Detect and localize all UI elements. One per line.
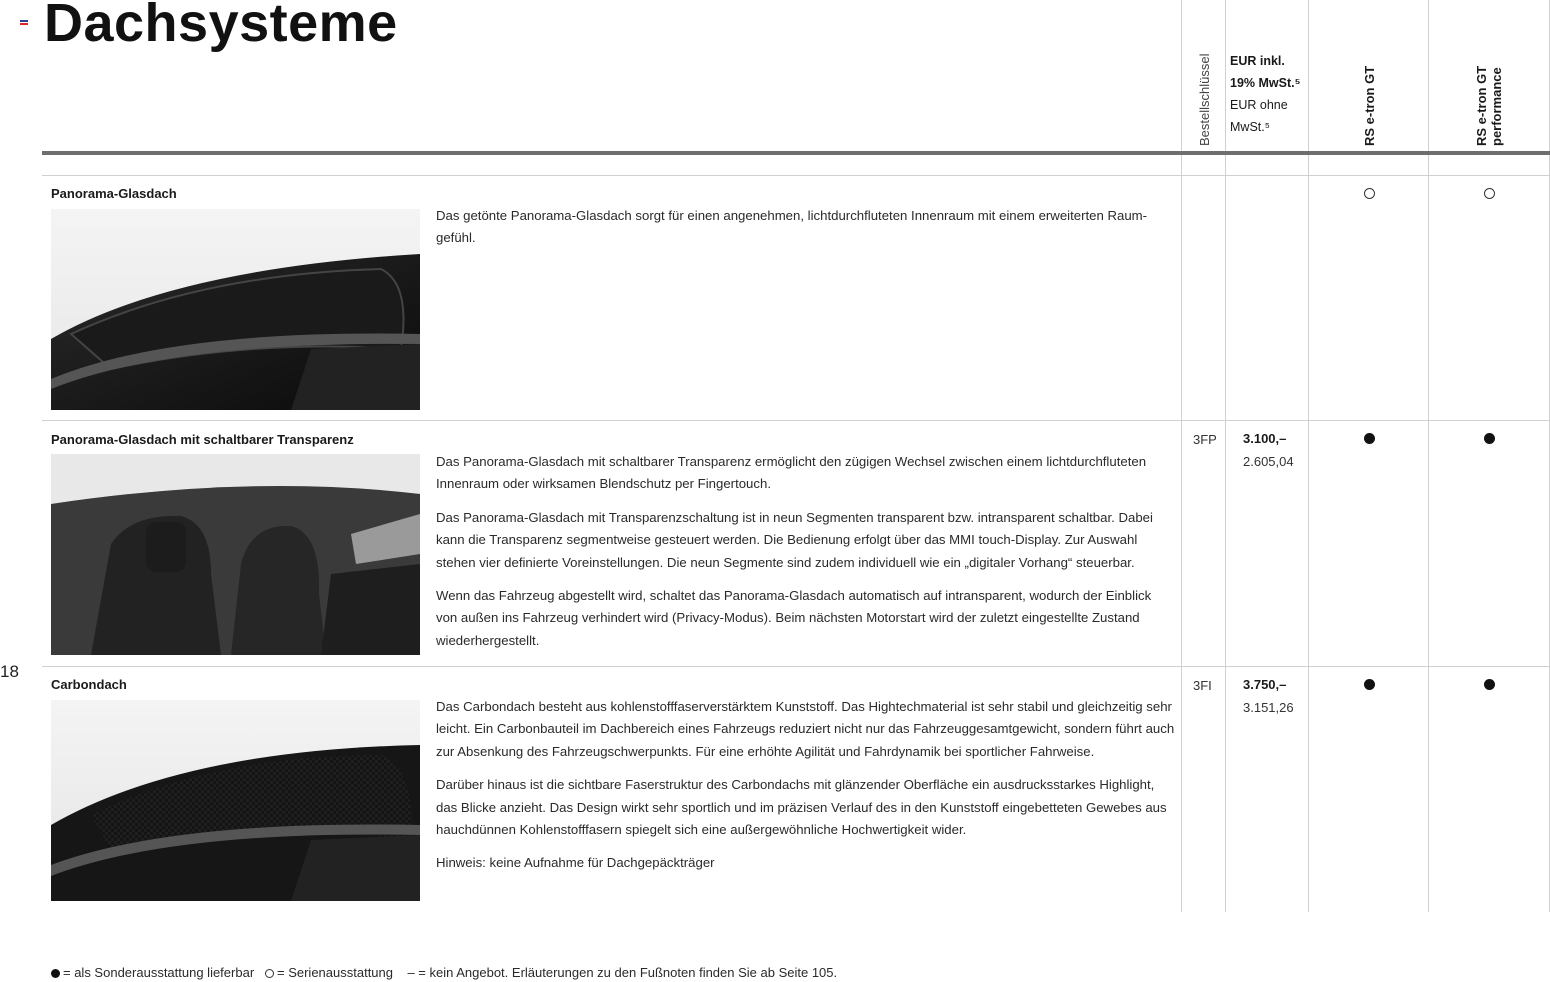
order-code: 3FP [1193, 432, 1217, 447]
page-title: Dachsysteme [44, 0, 398, 53]
optional-icon [1364, 679, 1375, 690]
column-divider [1428, 0, 1429, 912]
optional-icon [1484, 433, 1495, 444]
order-code: 3FI [1193, 678, 1212, 693]
row-title: Panorama-Glasdach mit schaltbarer Transparenz [51, 432, 354, 447]
serie-icon [1484, 188, 1495, 199]
serie-legend-icon [265, 969, 274, 978]
description-paragraph: Wenn das Fahrzeug abgestellt wird, schaltet das Panorama-Glasdach automatisch auf intransparent, wodurch der Einblick von außen ins Fahrzeug verhindert wird (Privacy-Modus). Beim nächsten Motorstart wird der zuletzt eingestellte Zustand wiederhergestellt. [436, 588, 1152, 648]
carbon-roof-image [51, 700, 420, 901]
row-divider [42, 420, 1550, 421]
row-title: Panorama-Glasdach [51, 186, 177, 201]
model-header-line1: RS e-tron GT [1474, 65, 1489, 146]
row-divider [42, 666, 1550, 667]
price-incl: 3.750,– [1243, 677, 1287, 692]
description-paragraph: Darüber hinaus ist die sichtbare Faserstruktur des Carbondachs mit glänzender Oberfläche ein ausdrucksstarkes Highlight, das Blicke anzieht. Das Design wirkt sehr sportlich und im präzisen Verlauf des in den Kunststoff eingebetteten Gewebes aus hauchdünnen Kohlenstofffasern spiegelt sich eine außergewöhnliche Hochwertigkeit wider. [436, 777, 1167, 838]
optional-icon [1364, 433, 1375, 444]
legend-optional: = als Sonderausstattung lieferbar [63, 965, 255, 980]
row-description [436, 205, 1176, 261]
legend [51, 965, 837, 980]
header-rule [42, 151, 1550, 155]
description-paragraph: Hinweis: keine Aufnahme für Dachgepäckträger [436, 855, 715, 871]
price-incl-label2: 19% MwSt.⁵ [1230, 76, 1301, 90]
price-cell [1243, 427, 1294, 473]
row-description [436, 696, 1176, 886]
description-paragraph: Das getönte Panorama-Glasdach sorgt für einen angenehmen, lichtdurchfluteten Innenraum mit einem erweiterten Raum-gefühl. [436, 208, 1148, 246]
row-title: Carbondach [51, 677, 127, 692]
price-header [1230, 50, 1300, 138]
serie-icon [1364, 188, 1375, 199]
optional-icon [1484, 679, 1495, 690]
price-incl-label: EUR inkl. [1230, 54, 1285, 68]
column-divider [1225, 0, 1226, 912]
price-excl-label2: MwSt.⁵ [1230, 120, 1270, 134]
price-incl: 3.100,– [1243, 431, 1287, 446]
switchable-roof-image [51, 454, 420, 655]
price-excl: 2.605,04 [1243, 454, 1294, 469]
page-number: 18 [0, 662, 19, 681]
optional-legend-icon [51, 969, 60, 978]
panorama-roof-image [51, 209, 420, 410]
price-cell [1243, 673, 1294, 719]
row-divider [42, 175, 1550, 176]
price-excl: 3.151,26 [1243, 700, 1294, 715]
model-header-rs: RS e-tron GT [1362, 65, 1377, 146]
description-paragraph: Das Carbondach besteht aus kohlenstofffaserverstärktem Kunststoff. Das Hightechmaterial ist sehr stabil und gleichzeitig sehr leicht. Ein Carbonbauteil im Dachbereich eines Fahrzeugs reduziert nicht nur das Fahrzeuggesamtgewicht, sondern führt auch zur Absenkung des Fahrzeugschwerpunkts. Für eine erhöhte Agilität und Fahrdynamik bei sportlicher Fahrweise. [436, 699, 1175, 759]
description-paragraph: Das Panorama-Glasdach mit schaltbarer Transparenz ermöglicht den zügigen Wechsel zwischen einem lichtdurchfluteten Innenraum oder wirksamen Blendschutz per Fingertouch. [436, 454, 1147, 492]
order-key-header: Bestellschlüssel [1197, 53, 1212, 146]
model-header-rs-performance [1474, 66, 1504, 146]
price-excl-label: EUR ohne [1230, 98, 1288, 112]
flag-icon [20, 20, 28, 26]
legend-none: – = kein Angebot. Erläuterungen zu den Fußnoten finden Sie ab Seite 105. [407, 965, 838, 980]
legend-serie: = Serienausstattung [277, 965, 393, 980]
row-description [436, 451, 1176, 663]
description-paragraph: Das Panorama-Glasdach mit Transparenzschaltung ist in neun Segmenten transparent bzw. intransparent schaltbar. Dabei kann die Transparenz segmentweise gesteuert werden. Die Bedienung erfolgt über das MMI touch-Display. Zur Auswahl stehen vier definierte Voreinstellungen. Die neun Segmente sind zudem individuell wie ein „digitaler Vorhang“ steuerbar. [436, 509, 1153, 570]
column-divider [1181, 0, 1182, 912]
model-header-line2: performance [1489, 67, 1504, 146]
column-divider [1308, 0, 1309, 912]
